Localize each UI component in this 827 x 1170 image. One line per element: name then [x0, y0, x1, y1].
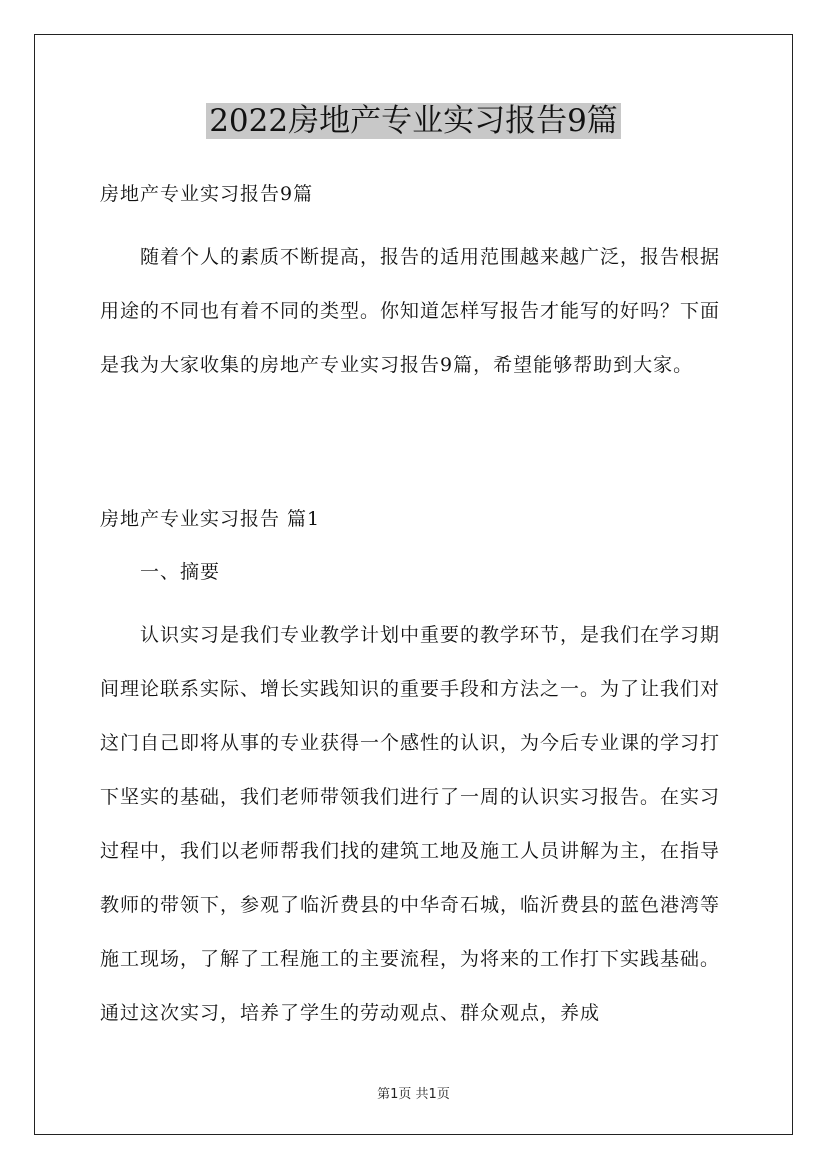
intro-paragraph: 随着个人的素质不断提高，报告的适用范围越来越广泛，报告根据用途的不同也有着不同的类型。你知道怎样写报告才能写的好吗？下面是我为大家收集的房地产专业实习报告9篇，希望能够帮助到大家。 — [100, 246, 721, 376]
document-subtitle: 房地产专业实习报告9篇 — [100, 183, 314, 205]
abstract-heading: 一、摘要 — [140, 561, 221, 583]
section-heading: 房地产专业实习报告 篇1 — [100, 508, 321, 530]
abstract-paragraph: 认识实习是我们专业教学计划中重要的教学环节，是我们在学习期间理论联系实际、增长实践知识的重要手段和方法之一。为了让我们对这门自己即将从事的专业获得一个感性的认识，为今后专业课的学习打下坚实的基础，我们老师带领我们进行了一周的认识实习报告。在实习过程中，我们以老师帮我们找的建筑工地及施工人员讲解为主，在指导教师的带领下，参观了临沂费县的中华奇石城，临沂费县的蓝色港湾等施工现场，了解了工程施工的主要流程，为将来的工作打下实践基础。通过这次实习，培养了学生的劳动观点、群众观点，养成 — [100, 624, 721, 1024]
document-title-text: 2022房地产专业实习报告9篇 — [206, 103, 621, 139]
document-title — [0, 100, 827, 142]
page-footer: 第1页 共1页 — [377, 1087, 450, 1102]
